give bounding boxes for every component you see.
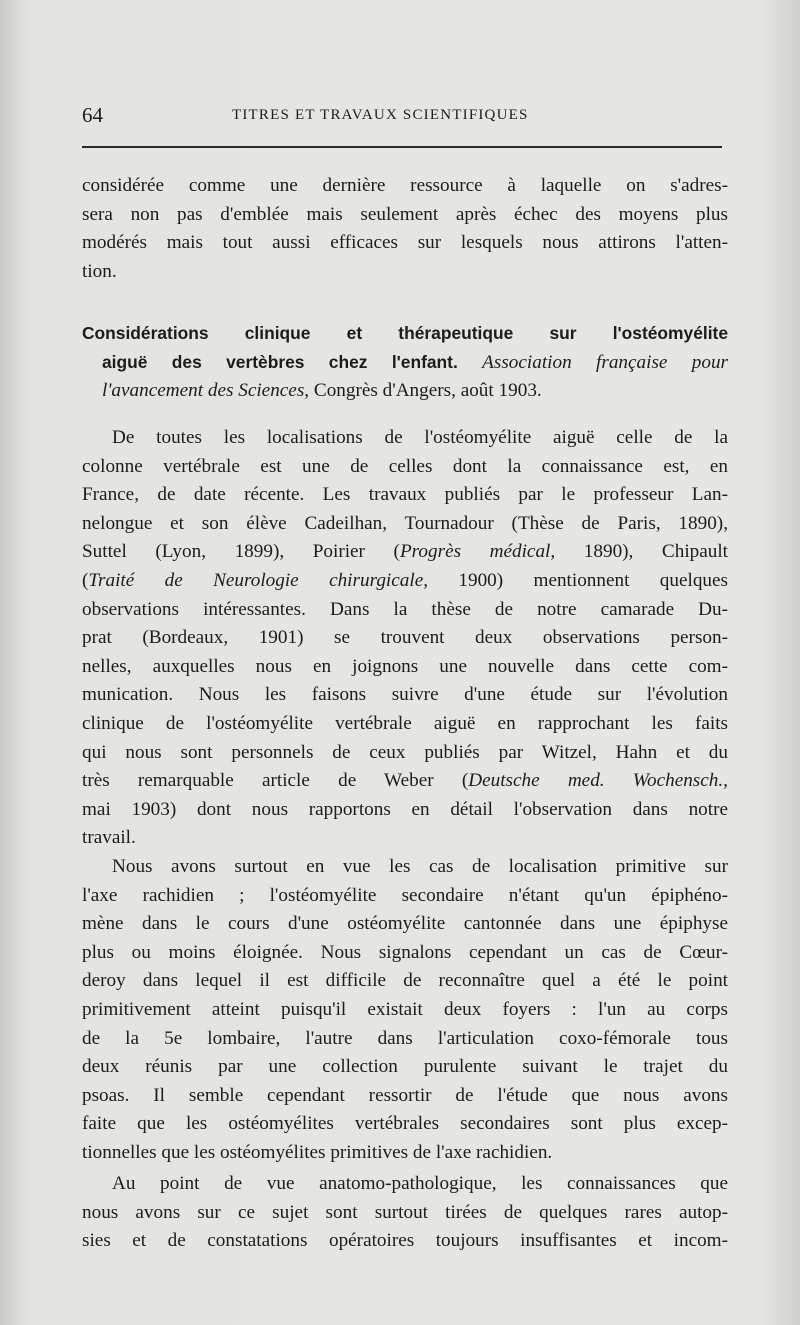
text-line: sera non pas d'emblée mais seulement après échec des moyens plus <box>82 203 728 225</box>
text-line: modérés mais tout aussi efficaces sur lesquels nous attirons l'atten- <box>82 232 728 254</box>
section-heading <box>82 319 728 406</box>
page-number: 64 <box>82 103 103 127</box>
text-line: observations intéressantes. Dans la thèse de notre camarade Du- <box>82 598 728 620</box>
section-venue: Association française pour <box>482 351 729 373</box>
citation-italic: Progrès médical, <box>399 541 556 563</box>
text-line: De toutes les localisations de l'ostéomyélite aiguë celle de la <box>112 427 728 448</box>
citation-italic: Deutsche med. Wochensch., <box>468 770 728 792</box>
text-line: Nous avons surtout en vue les cas de localisation primitive sur <box>112 856 728 877</box>
header-rule <box>82 146 722 148</box>
section-title-bold: aiguë des vertèbres chez l'enfant. <box>102 351 458 372</box>
text-line: tion. <box>82 260 117 282</box>
text-line: faite que les ostéomyélites vertébrales secondaires sont plus excep- <box>82 1113 728 1135</box>
page-header <box>82 103 722 129</box>
text-line: psoas. Il semble cependant ressortir de l'étude que nous avons <box>82 1084 728 1106</box>
text-line: travail. <box>82 827 136 849</box>
text-line <box>82 767 728 796</box>
text-line: deux réunis par une collection purulente suivant le trajet du <box>82 1056 728 1078</box>
text-line: l'axe rachidien ; l'ostéomyélite secondaire n'étant qu'un épiphéno- <box>82 884 728 906</box>
text-line: considérée comme une dernière ressource à laquelle on s'adres- <box>82 175 728 196</box>
body-paragraph-1 <box>82 424 728 853</box>
text-line: de la 5e lombaire, l'autre dans l'articulation coxo-fémorale tous <box>82 1027 728 1049</box>
text-line: prat (Bordeaux, 1901) se trouvent deux observations person- <box>82 627 728 649</box>
text-line: munication. Nous les faisons suivre d'une étude sur l'évolution <box>82 684 728 706</box>
body-paragraph-3 <box>82 1170 728 1256</box>
text-line <box>82 567 728 596</box>
text-line: nelongue et son élève Cadeilhan, Tournadour (Thèse de Paris, 1890), <box>82 512 728 534</box>
text-line: tionnelles que les ostéomyélites primitives de l'axe rachidien. <box>82 1141 553 1163</box>
text-line: clinique de l'ostéomyélite vertébrale aiguë en rapprochant les faits <box>82 712 728 734</box>
text-run: ( <box>82 569 89 591</box>
text-line: qui nous sont personnels de ceux publiés par Witzel, Hahn et du <box>82 741 728 763</box>
text-run: 1890), Chipault <box>583 541 729 563</box>
text-run: 1900) mentionnent quelques <box>458 569 729 591</box>
text-line: nous avons sur ce sujet sont surtout tirées de quelques rares autop- <box>82 1201 728 1223</box>
text-line: mai 1903) dont nous rapportons en détail l'observation dans notre <box>82 798 728 820</box>
text-line <box>82 538 728 567</box>
text-line: plus ou moins éloignée. Nous signalons cependant un cas de Cœur- <box>82 941 728 963</box>
citation-italic: Traité de Neurologie chirurgicale, <box>88 569 429 591</box>
section-title-line <box>82 377 728 406</box>
text-line: colonne vertébrale est une de celles dont la connaissance est, en <box>82 455 728 477</box>
running-title: TITRES ET TRAVAUX SCIENTIFIQUES <box>232 107 529 123</box>
text-line: sies et de constatations opératoires toujours insuffisantes et incom- <box>82 1230 728 1252</box>
text-run: très remarquable article de Weber ( <box>82 770 469 792</box>
text-line: France, de date récente. Les travaux publiés par le professeur Lan- <box>82 484 728 506</box>
section-congress: Congrès d'Angers, août 1903. <box>313 380 542 402</box>
text-line: mène dans le cours d'une ostéomyélite cantonnée dans une épiphyse <box>82 913 728 935</box>
text-line: primitivement atteint puisqu'il existait deux foyers : l'un au corps <box>82 998 728 1020</box>
text-line: Au point de vue anatomo-pathologique, les connaissances que <box>112 1173 728 1194</box>
text-line: nelles, auxquelles nous en joignons une nouvelle dans cette com- <box>82 655 728 677</box>
body-paragraph-2 <box>82 853 728 1168</box>
intro-paragraph <box>82 172 728 286</box>
section-title-line <box>82 348 728 378</box>
section-venue-cont: l'avancement des Sciences, <box>102 380 310 402</box>
section-title-line: Considérations clinique et thérapeutique sur l'ostéomyélite <box>82 323 728 343</box>
text-run: Suttel (Lyon, 1899), Poirier ( <box>82 541 400 563</box>
text-line: deroy dans lequel il est difficile de reconnaître quel a été le point <box>82 970 728 992</box>
